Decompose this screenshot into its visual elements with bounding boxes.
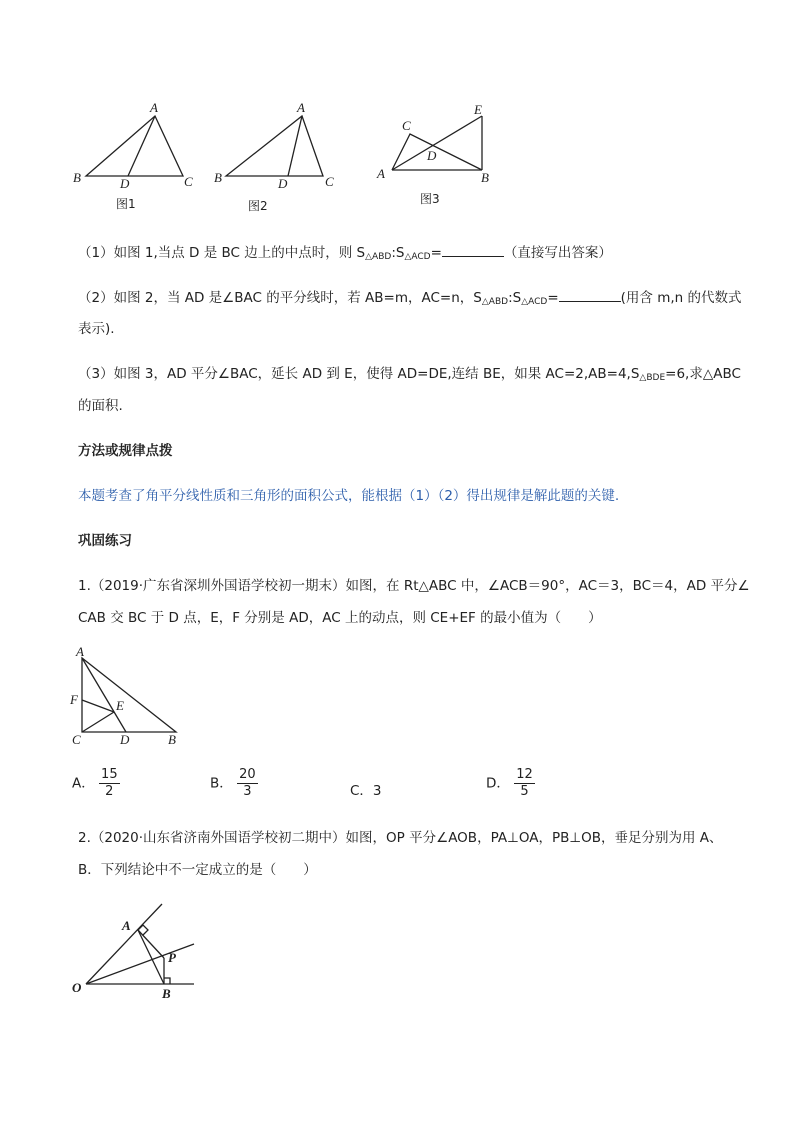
figure-2 [208, 96, 343, 216]
practice-title: 巩固练习 [78, 533, 132, 549]
option-a-fraction: $\frac{15}{2}$ [101, 767, 118, 799]
option-c[interactable]: C．3 [350, 783, 382, 799]
ex1-label-c: C [72, 732, 81, 747]
option-d-fraction: $\frac{12}{5}$ [516, 767, 533, 799]
figure-3 [370, 96, 500, 211]
question-part-2: （2）如图 2，当 AD 是∠BAC 的平分线时，若 AB=m，AC=n，$S_{\triangle ABD}:S_{\triangle ACD}=$ (用含 m,n 的代数式 [78, 287, 742, 312]
ex2-label-o: O [72, 980, 82, 995]
fig2-triangle [226, 116, 323, 176]
ex2-label-b: B [162, 986, 171, 1001]
fig1-median [128, 116, 155, 176]
fig2-label-c: C [325, 174, 334, 189]
fig3-label-e: E [474, 102, 482, 117]
ex2-label-a: A [122, 918, 131, 933]
exercise-1-figure [66, 646, 186, 750]
exercise-1-line2: CAB 交 BC 于 D 点，E，F 分别是 AD，AC 上的动点，则 CE+EF 的最小值为（ ） [78, 610, 602, 626]
ex1-label-d: D [120, 732, 130, 747]
option-b-fraction: $\frac{20}{3}$ [239, 767, 256, 799]
fig1-label-c: C [184, 174, 193, 189]
ex1-label-e: E [116, 698, 124, 713]
fig3-triangle-acb [392, 134, 482, 170]
fig2-label-a: A [297, 100, 305, 115]
fig2-label-b: B [214, 170, 222, 185]
method-text: 本题考查了角平分线性质和三角形的面积公式，能根据（1）（2）得出规律是解此题的关键. [78, 488, 620, 504]
ex1-triangle [82, 658, 176, 732]
ex1-segment-fe [82, 700, 114, 712]
ex1-segment-ce [82, 712, 114, 732]
ex1-bisector-ad [82, 658, 126, 732]
option-d[interactable]: D． $\frac{12}{5}$ [486, 767, 533, 799]
fig1-label-d: D [120, 176, 130, 191]
fig1-label-a: A [150, 100, 158, 115]
method-title: 方法或规律点拨 [78, 443, 173, 459]
answer-blank-1[interactable] [442, 242, 504, 257]
ex1-label-b: B [168, 732, 176, 747]
fig3-label-a: A [377, 166, 385, 181]
ex2-right-angle-b [164, 978, 170, 984]
fig2-label-d: D [278, 176, 288, 191]
question-part-2-line2: 表示). [78, 321, 115, 337]
question-part-3: （3）如图 3，AD 平分∠BAC，延长 AD 到 E，使得 AD=DE,连结 BE，如果 $AC=2,AB=4,S_{\triangle BDE}=6$,求△ABC [78, 366, 741, 383]
ex1-label-a: A [76, 646, 84, 659]
fig1-triangle [86, 116, 183, 176]
exercise-2-figure [66, 896, 206, 1008]
figure-1 [68, 96, 198, 216]
fig3-label-d: D [427, 148, 437, 163]
option-a[interactable]: A． $\frac{15}{2}$ [72, 767, 118, 799]
fig3-caption: 图3 [420, 192, 440, 206]
ex1-label-f: F [70, 692, 78, 707]
question-part-3-line2: 的面积. [78, 398, 123, 414]
exercise-2-line2: B．下列结论中不一定成立的是（ ） [78, 862, 317, 878]
question-part-1: （1）如图 1,当点 D 是 BC 边上的中点时，则 $S_{\triangle ABD}:S_{\triangle ACD}=$ （直接写出答案） [78, 242, 612, 267]
fig1-caption: 图1 [116, 197, 136, 211]
exercise-1-line1: 1.（2019·广东省深圳外国语学校初一期末）如图，在 Rt△ABC 中，∠ACB＝90°，AC＝3，BC＝4，AD 平分∠ [78, 578, 750, 594]
fig1-label-b: B [73, 170, 81, 185]
fig2-caption: 图2 [248, 199, 268, 213]
fig3-label-b: B [481, 170, 489, 185]
ex2-segment-ap [138, 930, 164, 958]
exercise-2-line1: 2.（2020·山东省济南外国语学校初二期中）如图，OP 平分∠AOB，PA⊥OA，PB⊥OB，垂足分别为用 A、 [78, 830, 723, 846]
fig3-label-c: C [402, 118, 411, 133]
ex2-bisector-op [86, 944, 194, 984]
answer-blank-2[interactable] [559, 287, 621, 302]
option-b[interactable]: B． $\frac{20}{3}$ [210, 767, 256, 799]
ex2-label-p: P [168, 950, 176, 965]
